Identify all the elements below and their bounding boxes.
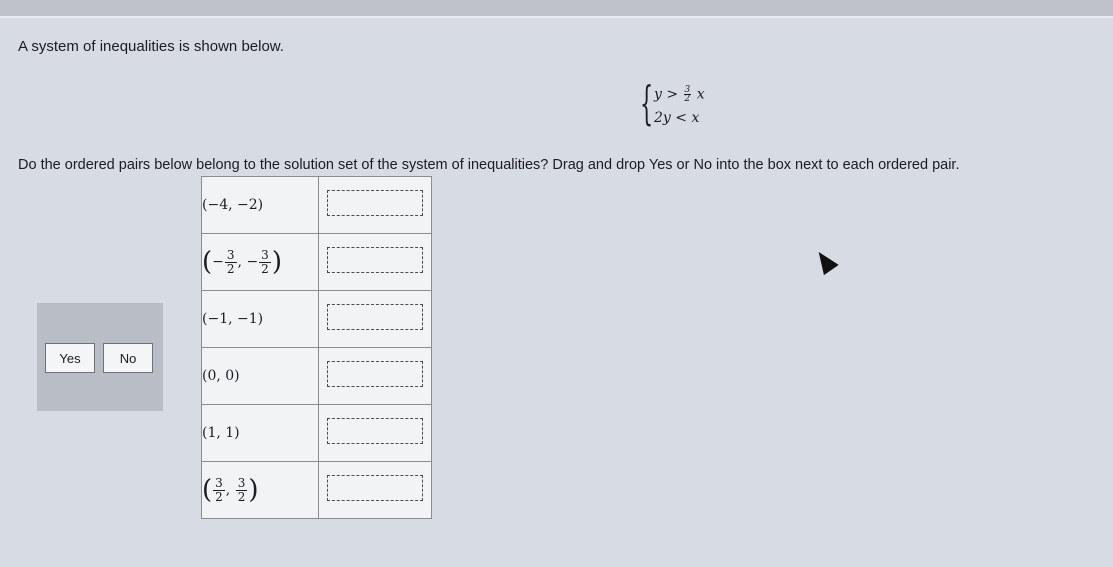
inequality-system: [640, 76, 760, 132]
fraction-denominator: 2: [261, 261, 269, 276]
fraction-denominator: 2: [684, 94, 691, 104]
x-fraction: [225, 249, 237, 276]
fraction-numerator: 3: [684, 85, 691, 95]
inequality-1-fraction: [684, 86, 692, 103]
brace-icon: {: [640, 76, 654, 130]
no-tile[interactable]: No: [103, 343, 153, 373]
yes-tile[interactable]: Yes: [45, 343, 95, 373]
drop-box[interactable]: [327, 475, 423, 501]
ordered-pair: ( $\frac{3}{2}$ , $\frac{3}{2}$ ): [202, 462, 319, 519]
ordered-pair: (1, 1): [202, 405, 319, 462]
question-text: Do the ordered pairs below belong to the solution set of the system of inequalities? Drag and drop Yes or No into the box next to each ordered pair.: [18, 157, 960, 173]
fraction-numerator: 3: [261, 247, 269, 262]
ordered-pair: (−4, −2): [202, 177, 319, 234]
inequality-1-variable: x: [696, 86, 705, 103]
fraction-denominator: 2: [226, 261, 235, 276]
table-row: [202, 177, 432, 234]
drop-box[interactable]: [327, 247, 423, 273]
intro-text: A system of inequalities is shown below.: [18, 38, 284, 55]
page-edge: [0, 16, 1113, 18]
ordered-pairs-table: [201, 176, 432, 519]
table-row: [202, 234, 432, 291]
inequality-2: 2y < x: [654, 110, 700, 126]
ordered-pair: (−1, −1): [202, 291, 319, 348]
fraction-numerator: 3: [226, 247, 235, 262]
fraction-denominator: 2: [237, 489, 246, 504]
table-row: [202, 348, 432, 405]
fraction-denominator: 2: [215, 489, 223, 504]
fraction-numerator: 3: [215, 475, 223, 490]
y-fraction: [259, 249, 271, 276]
table-row: [202, 405, 432, 462]
drop-box[interactable]: [327, 190, 423, 216]
inequality-1-left: y >: [654, 86, 679, 103]
x-sign: −: [212, 254, 224, 270]
table-row: [202, 291, 432, 348]
inequality-1: [654, 86, 705, 103]
x-fraction: [213, 477, 225, 504]
browser-top-bar: [0, 0, 1113, 16]
ordered-pair: (0, 0): [202, 348, 319, 405]
table-row: [202, 462, 432, 519]
drop-box[interactable]: [327, 304, 423, 330]
ordered-pair: (− $\frac{3}{2}$ , − $\frac{3}{2}$ ): [202, 234, 319, 291]
drop-box[interactable]: [327, 418, 423, 444]
y-sign: −: [246, 254, 259, 270]
fraction-numerator: 3: [237, 475, 246, 490]
mouse-cursor-icon: [811, 247, 838, 275]
y-fraction: [236, 477, 248, 504]
drop-box[interactable]: [327, 361, 423, 387]
